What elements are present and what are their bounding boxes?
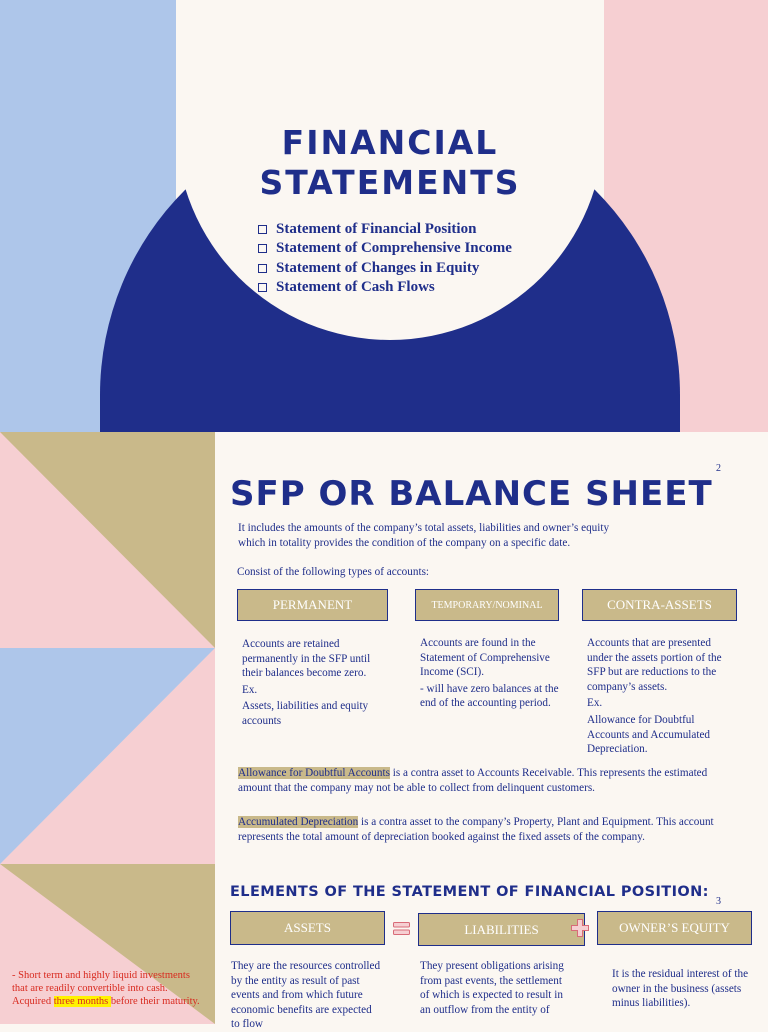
navy-arch-base	[100, 395, 680, 432]
accumulated-depreciation-paragraph: Accumulated Depreciation is a contra asset to the company’s Property, Plant and Equipment. This account represents the total amount of depreciation booked against the fixed assets of the company.	[238, 816, 714, 843]
temporary-nominal-box: TEMPORARY/NOMINAL	[415, 589, 559, 621]
owners-equity-box: OWNER’S EQUITY	[597, 911, 752, 945]
liabilities-box: LIABILITIES	[418, 913, 585, 946]
equals-icon	[393, 920, 410, 937]
slide1-title	[176, 123, 604, 203]
slide3-title: ELEMENTS OF THE STATEMENT OF FINANCIAL POSITION:	[230, 884, 709, 900]
page-number: 3	[716, 896, 721, 907]
list-item: Statement of Financial Position	[258, 220, 512, 239]
permanent-box: PERMANENT	[237, 589, 388, 621]
assets-box: ASSETS	[230, 911, 385, 945]
slide-financial-statements	[0, 0, 768, 432]
title-line-2: STATEMENTS	[259, 163, 521, 202]
list-item: Statement of Comprehensive Income	[258, 239, 512, 258]
liabilities-description: They present obligations arising from past events, the settlement of which is expected to result in an outflow from the entity of	[420, 960, 564, 1016]
title-line-1: FINANCIAL	[281, 123, 499, 162]
accumulated-depreciation-term: Accumulated Depreciation	[238, 816, 359, 828]
intro-text: It includes the amounts of the company’s total assets, liabilities and owner’s equity which in totality provides the condition of the company on a specific date.	[238, 522, 610, 549]
temporary-description: Accounts are found in the Statement of Comprehensive Income (SCI). - will have zero balances at the end of the accounting period.	[420, 637, 559, 710]
assets-description: They are the resources controlled by the entity as result of past events and from which future economic benefits are expected to flow	[231, 960, 381, 1031]
checkbox-bullet-icon	[258, 283, 267, 292]
slide2-title: SFP OR BALANCE SHEET	[230, 474, 713, 514]
plus-icon	[571, 919, 589, 937]
equity-description: It is the residual interest of the owner in the business (assets minus liabilities).	[612, 968, 749, 1010]
three-months-highlight: three months	[53, 996, 111, 1007]
decorative-triangles	[0, 432, 215, 864]
list-item: Statement of Cash Flows	[258, 278, 512, 297]
contra-assets-box: CONTRA-ASSETS	[582, 589, 737, 621]
contra-description: Accounts that are presented under the assets portion of the SFP but are reductions to the company’s assets. Ex. Allowance for Doubtful Accounts and Accumulated Depreciation.	[587, 637, 722, 756]
permanent-description: Accounts are retained permanently in the SFP until their balances become zero. Ex. Assets, liabilities and equity accounts	[242, 638, 371, 727]
checkbox-bullet-icon	[258, 264, 267, 273]
slide-elements-sfp	[0, 864, 768, 1031]
allowance-paragraph: Allowance for Doubtful Accounts is a contra asset to Accounts Receivable. This represents the estimated amount that the company may not be able to collect from delinquent customers.	[238, 767, 708, 794]
page-number: 2	[716, 463, 721, 474]
list-item: Statement of Changes in Equity	[258, 259, 512, 278]
allowance-term: Allowance for Doubtful Accounts	[238, 767, 390, 779]
slide-balance-sheet	[0, 432, 768, 864]
consist-text: Consist of the following types of accounts:	[237, 566, 430, 578]
cash-equivalents-note: - Short term and highly liquid investments that are readily convertible into cash. Acquired three months before their maturity.	[12, 970, 200, 1007]
checkbox-bullet-icon	[258, 225, 267, 234]
statement-list	[258, 220, 512, 297]
checkbox-bullet-icon	[258, 244, 267, 253]
